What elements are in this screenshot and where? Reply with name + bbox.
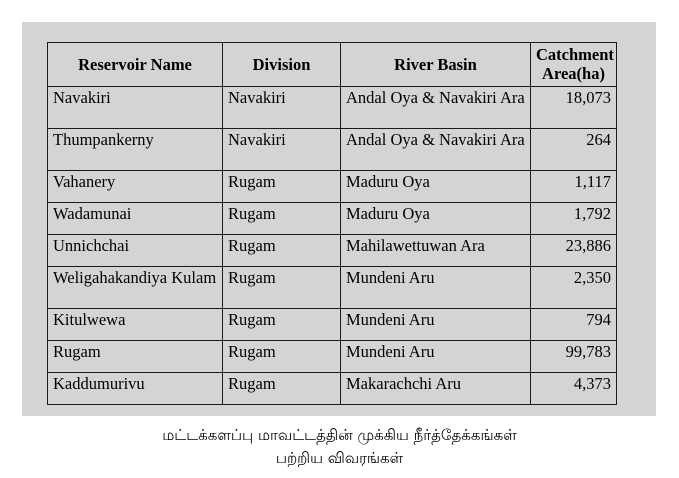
cell-catchment-area: 1,792 <box>531 203 617 235</box>
cell-division: Rugam <box>223 373 341 405</box>
cell-division: Rugam <box>223 341 341 373</box>
table-row <box>48 129 617 171</box>
table-row <box>48 309 617 341</box>
reservoir-table <box>47 42 617 405</box>
caption-line-2: பற்றிய விவரங்கள் <box>275 449 404 467</box>
cell-division: Rugam <box>223 267 341 309</box>
cell-river-basin: Maduru Oya <box>341 171 531 203</box>
header-river-basin: River Basin <box>341 43 531 87</box>
cell-division: Rugam <box>223 171 341 203</box>
cell-division: Rugam <box>223 235 341 267</box>
cell-reservoir-name: Rugam <box>48 341 223 373</box>
cell-river-basin: Maduru Oya <box>341 203 531 235</box>
cell-catchment-area: 2,350 <box>531 267 617 309</box>
cell-catchment-area: 23,886 <box>531 235 617 267</box>
cell-division: Navakiri <box>223 87 341 129</box>
cell-reservoir-name: Weligahakandiya Kulam <box>48 267 223 309</box>
table-row <box>48 373 617 405</box>
header-division: Division <box>223 43 341 87</box>
cell-catchment-area: 99,783 <box>531 341 617 373</box>
table-row <box>48 171 617 203</box>
cell-division: Rugam <box>223 203 341 235</box>
cell-river-basin: Mundeni Aru <box>341 341 531 373</box>
cell-reservoir-name: Vahanery <box>48 171 223 203</box>
cell-reservoir-name: Navakiri <box>48 87 223 129</box>
table-row <box>48 87 617 129</box>
table-panel <box>22 22 656 416</box>
header-catchment-area: Catchment Area(ha) <box>531 43 617 87</box>
cell-river-basin: Andal Oya & Navakiri Ara <box>341 87 531 129</box>
table-caption <box>0 424 679 470</box>
caption-line-1: மட்டக்களப்பு மாவட்டத்தின் முக்கிய நீர்த்தேக்கங்கள் <box>162 426 517 444</box>
table-row <box>48 341 617 373</box>
cell-reservoir-name: Kaddumurivu <box>48 373 223 405</box>
cell-river-basin: Mundeni Aru <box>341 267 531 309</box>
cell-division: Rugam <box>223 309 341 341</box>
cell-river-basin: Mundeni Aru <box>341 309 531 341</box>
table-header-row <box>48 43 617 87</box>
table-row <box>48 235 617 267</box>
table-row <box>48 267 617 309</box>
cell-catchment-area: 264 <box>531 129 617 171</box>
cell-reservoir-name: Thumpankerny <box>48 129 223 171</box>
cell-reservoir-name: Kitulwewa <box>48 309 223 341</box>
cell-division: Navakiri <box>223 129 341 171</box>
header-reservoir-name: Reservoir Name <box>48 43 223 87</box>
cell-river-basin: Makarachchi Aru <box>341 373 531 405</box>
cell-catchment-area: 18,073 <box>531 87 617 129</box>
cell-river-basin: Andal Oya & Navakiri Ara <box>341 129 531 171</box>
cell-reservoir-name: Unnichchai <box>48 235 223 267</box>
table-row <box>48 203 617 235</box>
cell-catchment-area: 794 <box>531 309 617 341</box>
cell-catchment-area: 4,373 <box>531 373 617 405</box>
cell-river-basin: Mahilawettuwan Ara <box>341 235 531 267</box>
cell-catchment-area: 1,117 <box>531 171 617 203</box>
cell-reservoir-name: Wadamunai <box>48 203 223 235</box>
